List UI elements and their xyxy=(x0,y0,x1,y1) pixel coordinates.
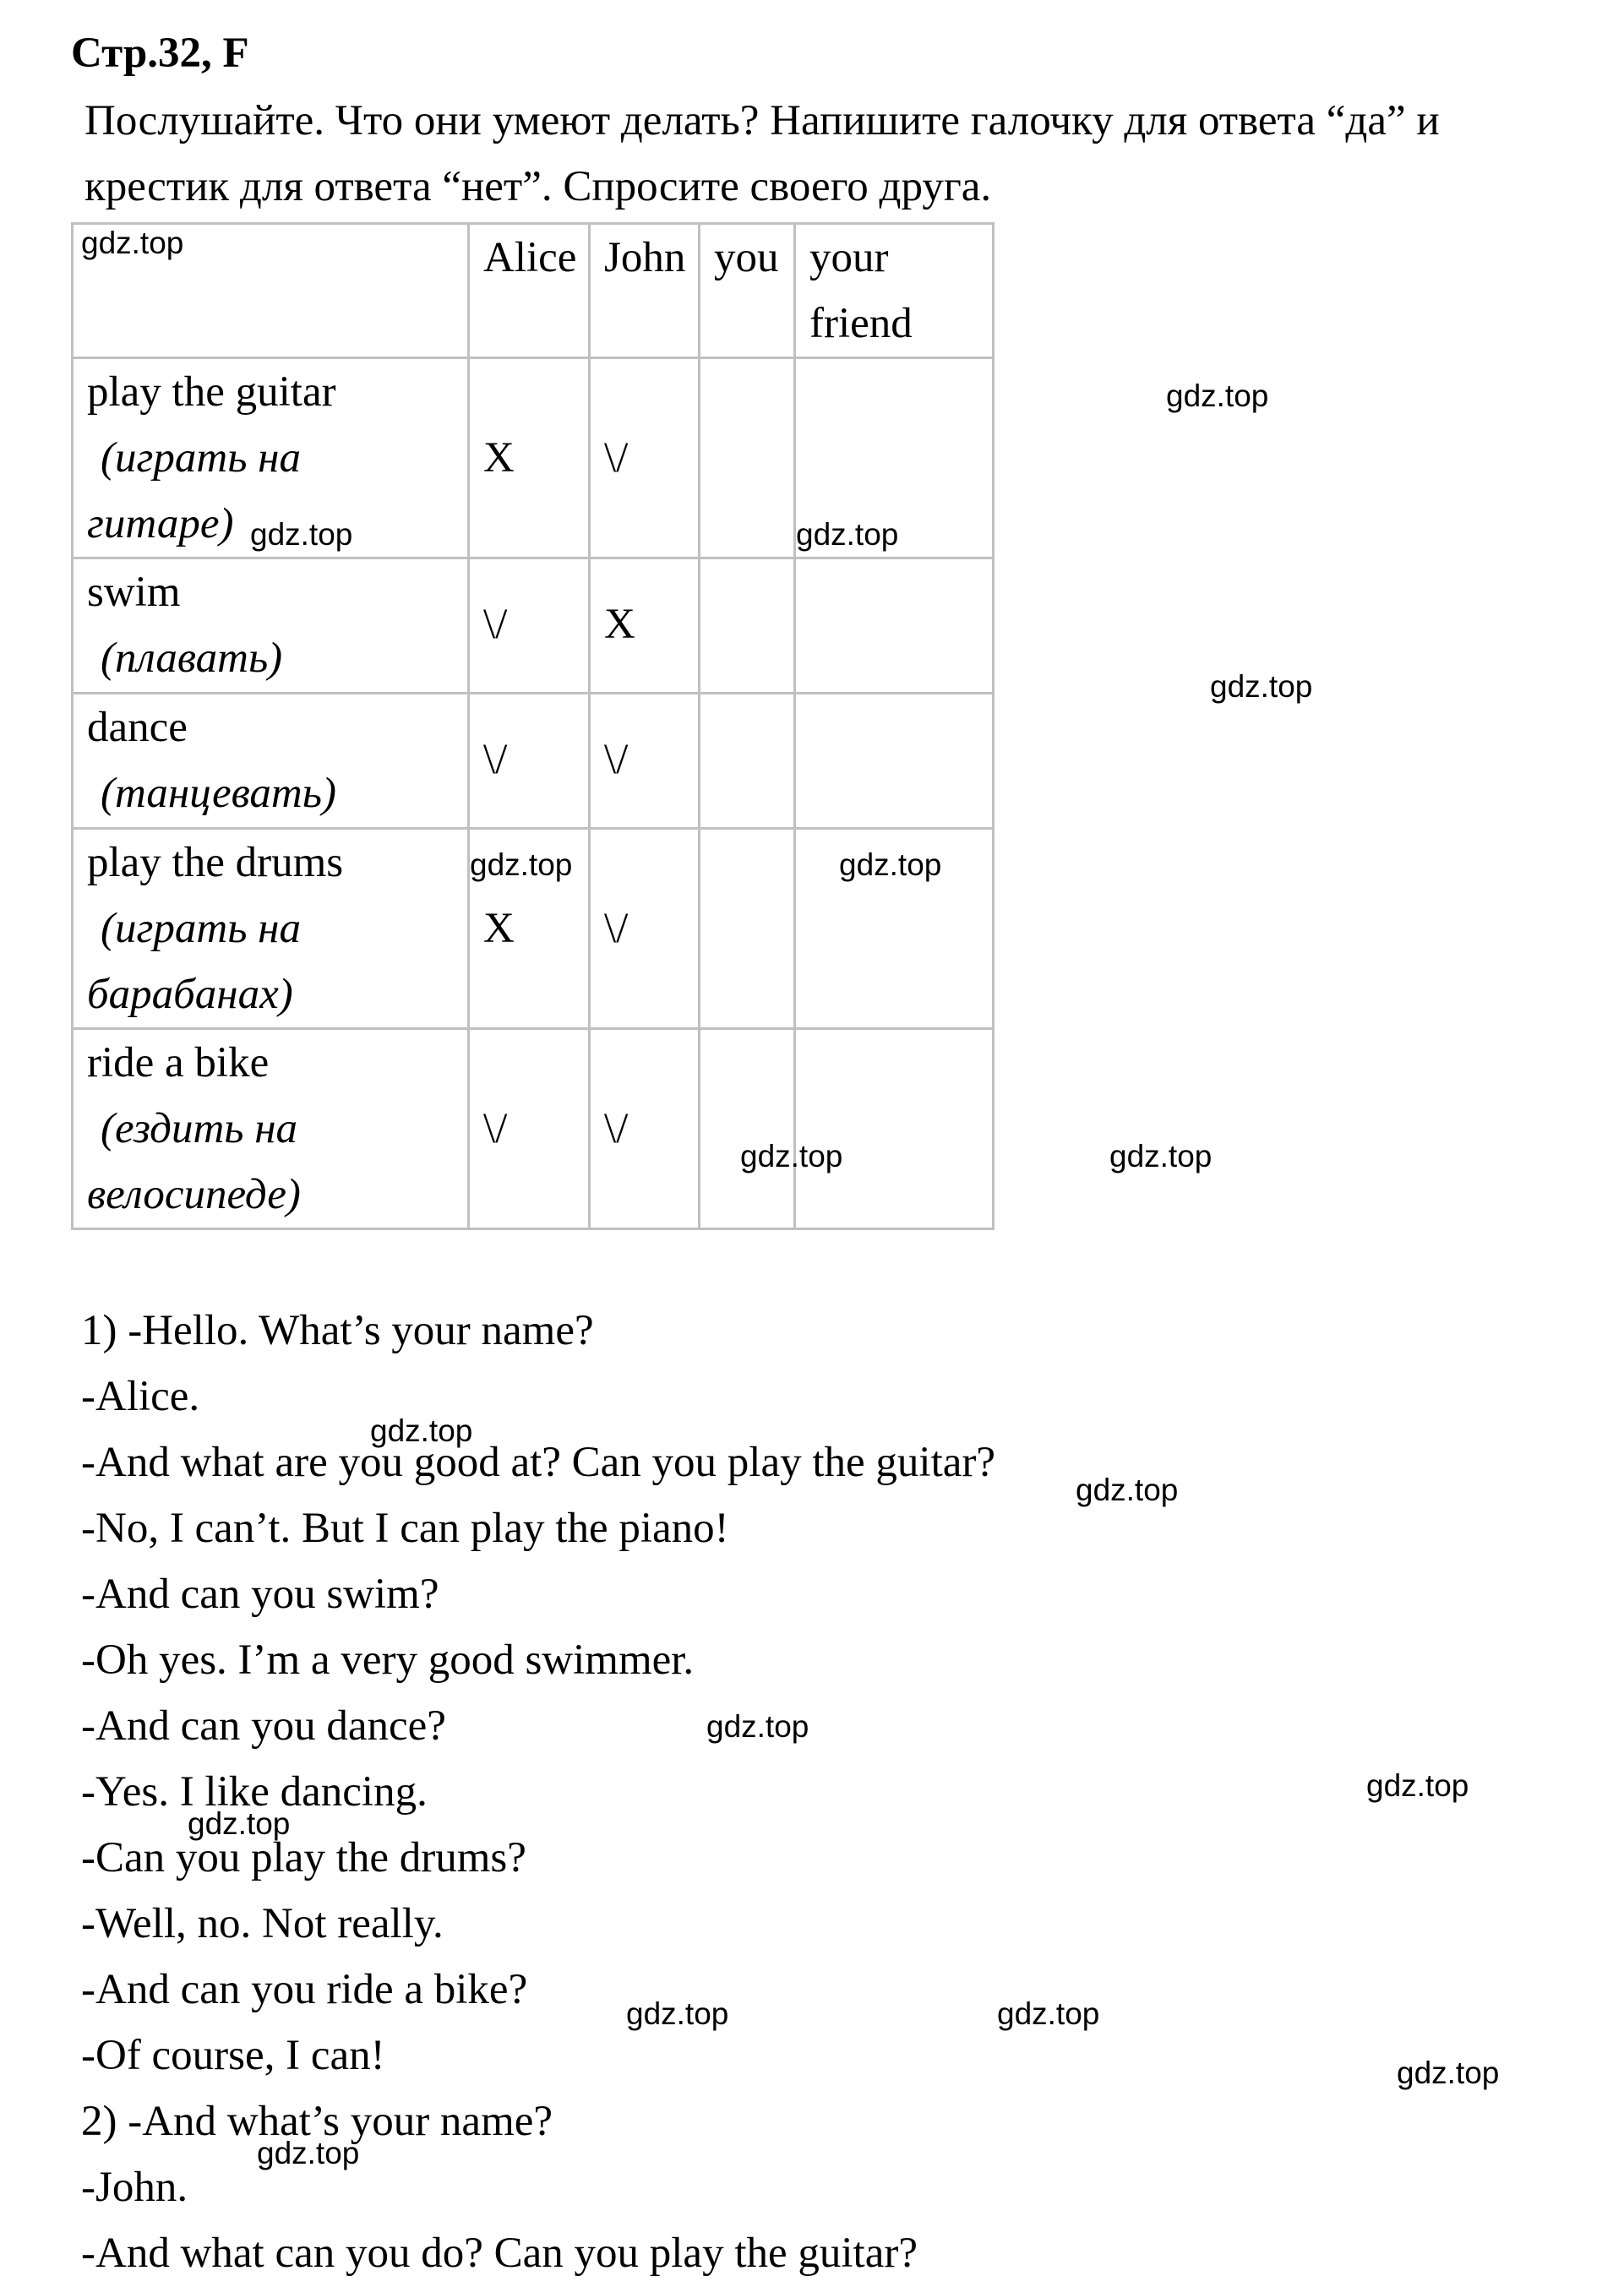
mark-cell-friend[interactable] xyxy=(795,558,994,694)
watermark-text: gdz.top xyxy=(1076,1473,1179,1507)
watermark-text: gdz.top xyxy=(1109,1139,1213,1173)
header-alice: Alice xyxy=(469,224,590,358)
watermark-text: gdz.top xyxy=(626,1996,729,2031)
watermark-text: gdz.top xyxy=(796,517,899,552)
dialogue-line: -And what can you do? Can you play the guitar? xyxy=(81,2230,918,2277)
activity-translation-tail: барабанах) xyxy=(87,971,293,1018)
mark-cell-john: X xyxy=(590,558,700,694)
page-title: Стр.32, F xyxy=(71,30,249,77)
mark-cell-alice: X xyxy=(469,829,590,1029)
mark-cell-john: \/ xyxy=(590,829,700,1029)
dialogue-line: -Of course, I can! xyxy=(81,2032,385,2079)
mark-cell-alice: \/ xyxy=(469,558,590,694)
header-john: John xyxy=(590,224,700,358)
watermark-text: gdz.top xyxy=(839,847,942,882)
dialogue-line: -John. xyxy=(81,2164,188,2211)
watermark-text: gdz.top xyxy=(706,1709,809,1744)
mark-cell-john: \/ xyxy=(590,694,700,829)
mark-cell-john: \/ xyxy=(590,1029,700,1229)
watermark-text: gdz.top xyxy=(1397,2056,1500,2090)
dialogue-line: -Can you play the drums? xyxy=(81,1834,526,1881)
watermark-text: gdz.top xyxy=(1366,1768,1469,1803)
dialogue-line: 2) -And what’s your name? xyxy=(81,2098,553,2145)
mark-cell-alice: X xyxy=(469,358,590,558)
dialogue-line: -And can you dance? xyxy=(81,1702,446,1750)
watermark-text: gdz.top xyxy=(470,847,573,882)
exercise-instruction: Послушайте. Что они умеют делать? Напишите галочку для ответа “да” и крестик для ответа “нет”. Спросите своего друга. xyxy=(84,97,1440,210)
header-you: you xyxy=(700,224,795,358)
activity-label: dance xyxy=(87,704,188,751)
dialogue-text xyxy=(81,1298,995,2286)
activity-translation: (играть на xyxy=(101,434,301,482)
mark-cell-alice: \/ xyxy=(469,694,590,829)
activity-translation-tail: гитаре) xyxy=(87,500,234,547)
watermark-text: gdz.top xyxy=(188,1806,291,1841)
activity-label: play the guitar xyxy=(87,368,336,416)
mark-cell-alice: \/ xyxy=(469,1029,590,1229)
dialogue-line: -And can you swim? xyxy=(81,1571,439,1618)
dialogue-line: -Alice. xyxy=(81,1373,200,1420)
mark-cell-friend[interactable] xyxy=(795,1029,994,1229)
activity-cell xyxy=(73,558,469,694)
activity-cell xyxy=(73,1029,469,1229)
watermark-text: gdz.top xyxy=(250,517,353,552)
mark-cell-you[interactable] xyxy=(700,358,795,558)
mark-cell-you[interactable] xyxy=(700,558,795,694)
table-row xyxy=(73,1029,994,1229)
activity-cell xyxy=(73,694,469,829)
activity-label: ride a bike xyxy=(87,1039,270,1086)
dialogue-line: -And what are you good at? Can you play the guitar? xyxy=(81,1439,996,1486)
watermark-text: gdz.top xyxy=(81,226,184,260)
watermark-text: gdz.top xyxy=(997,1996,1100,2031)
dialogue-line: 1) -Hello. What’s your name? xyxy=(81,1307,594,1354)
activity-label: swim xyxy=(87,569,181,616)
answer-table xyxy=(71,222,995,1230)
activity-translation: (играть на xyxy=(101,905,301,952)
watermark-text: gdz.top xyxy=(370,1413,473,1448)
dialogue-line: -Yes. I like dancing. xyxy=(81,1768,428,1816)
mark-cell-you[interactable] xyxy=(700,694,795,829)
activity-translation: (ездить на xyxy=(101,1105,298,1152)
watermark-text: gdz.top xyxy=(740,1139,843,1173)
header-your-friend: your friend xyxy=(795,224,994,358)
dialogue-line: -And can you ride a bike? xyxy=(81,1966,528,2013)
watermark-text: gdz.top xyxy=(1210,669,1313,704)
dialogue-line: -Well, no. Not really. xyxy=(81,1900,444,1947)
mark-cell-john: \/ xyxy=(590,358,700,558)
activity-translation: (плавать) xyxy=(101,634,283,682)
activity-cell xyxy=(73,829,469,1029)
activity-translation: (танцевать) xyxy=(101,770,336,817)
table-header-row xyxy=(73,224,994,358)
activity-label: play the drums xyxy=(87,839,344,886)
dialogue-line: -No, I can’t. But I can play the piano! xyxy=(81,1505,729,1552)
watermark-text: gdz.top xyxy=(257,2136,360,2170)
mark-cell-you[interactable] xyxy=(700,829,795,1029)
activity-translation-tail: велосипеде) xyxy=(87,1171,301,1218)
table-row xyxy=(73,694,994,829)
mark-cell-friend[interactable] xyxy=(795,694,994,829)
dialogue-line: -Oh yes. I’m a very good swimmer. xyxy=(81,1636,695,1684)
table-row xyxy=(73,558,994,694)
watermark-text: gdz.top xyxy=(1166,378,1269,413)
mark-cell-you[interactable] xyxy=(700,1029,795,1229)
